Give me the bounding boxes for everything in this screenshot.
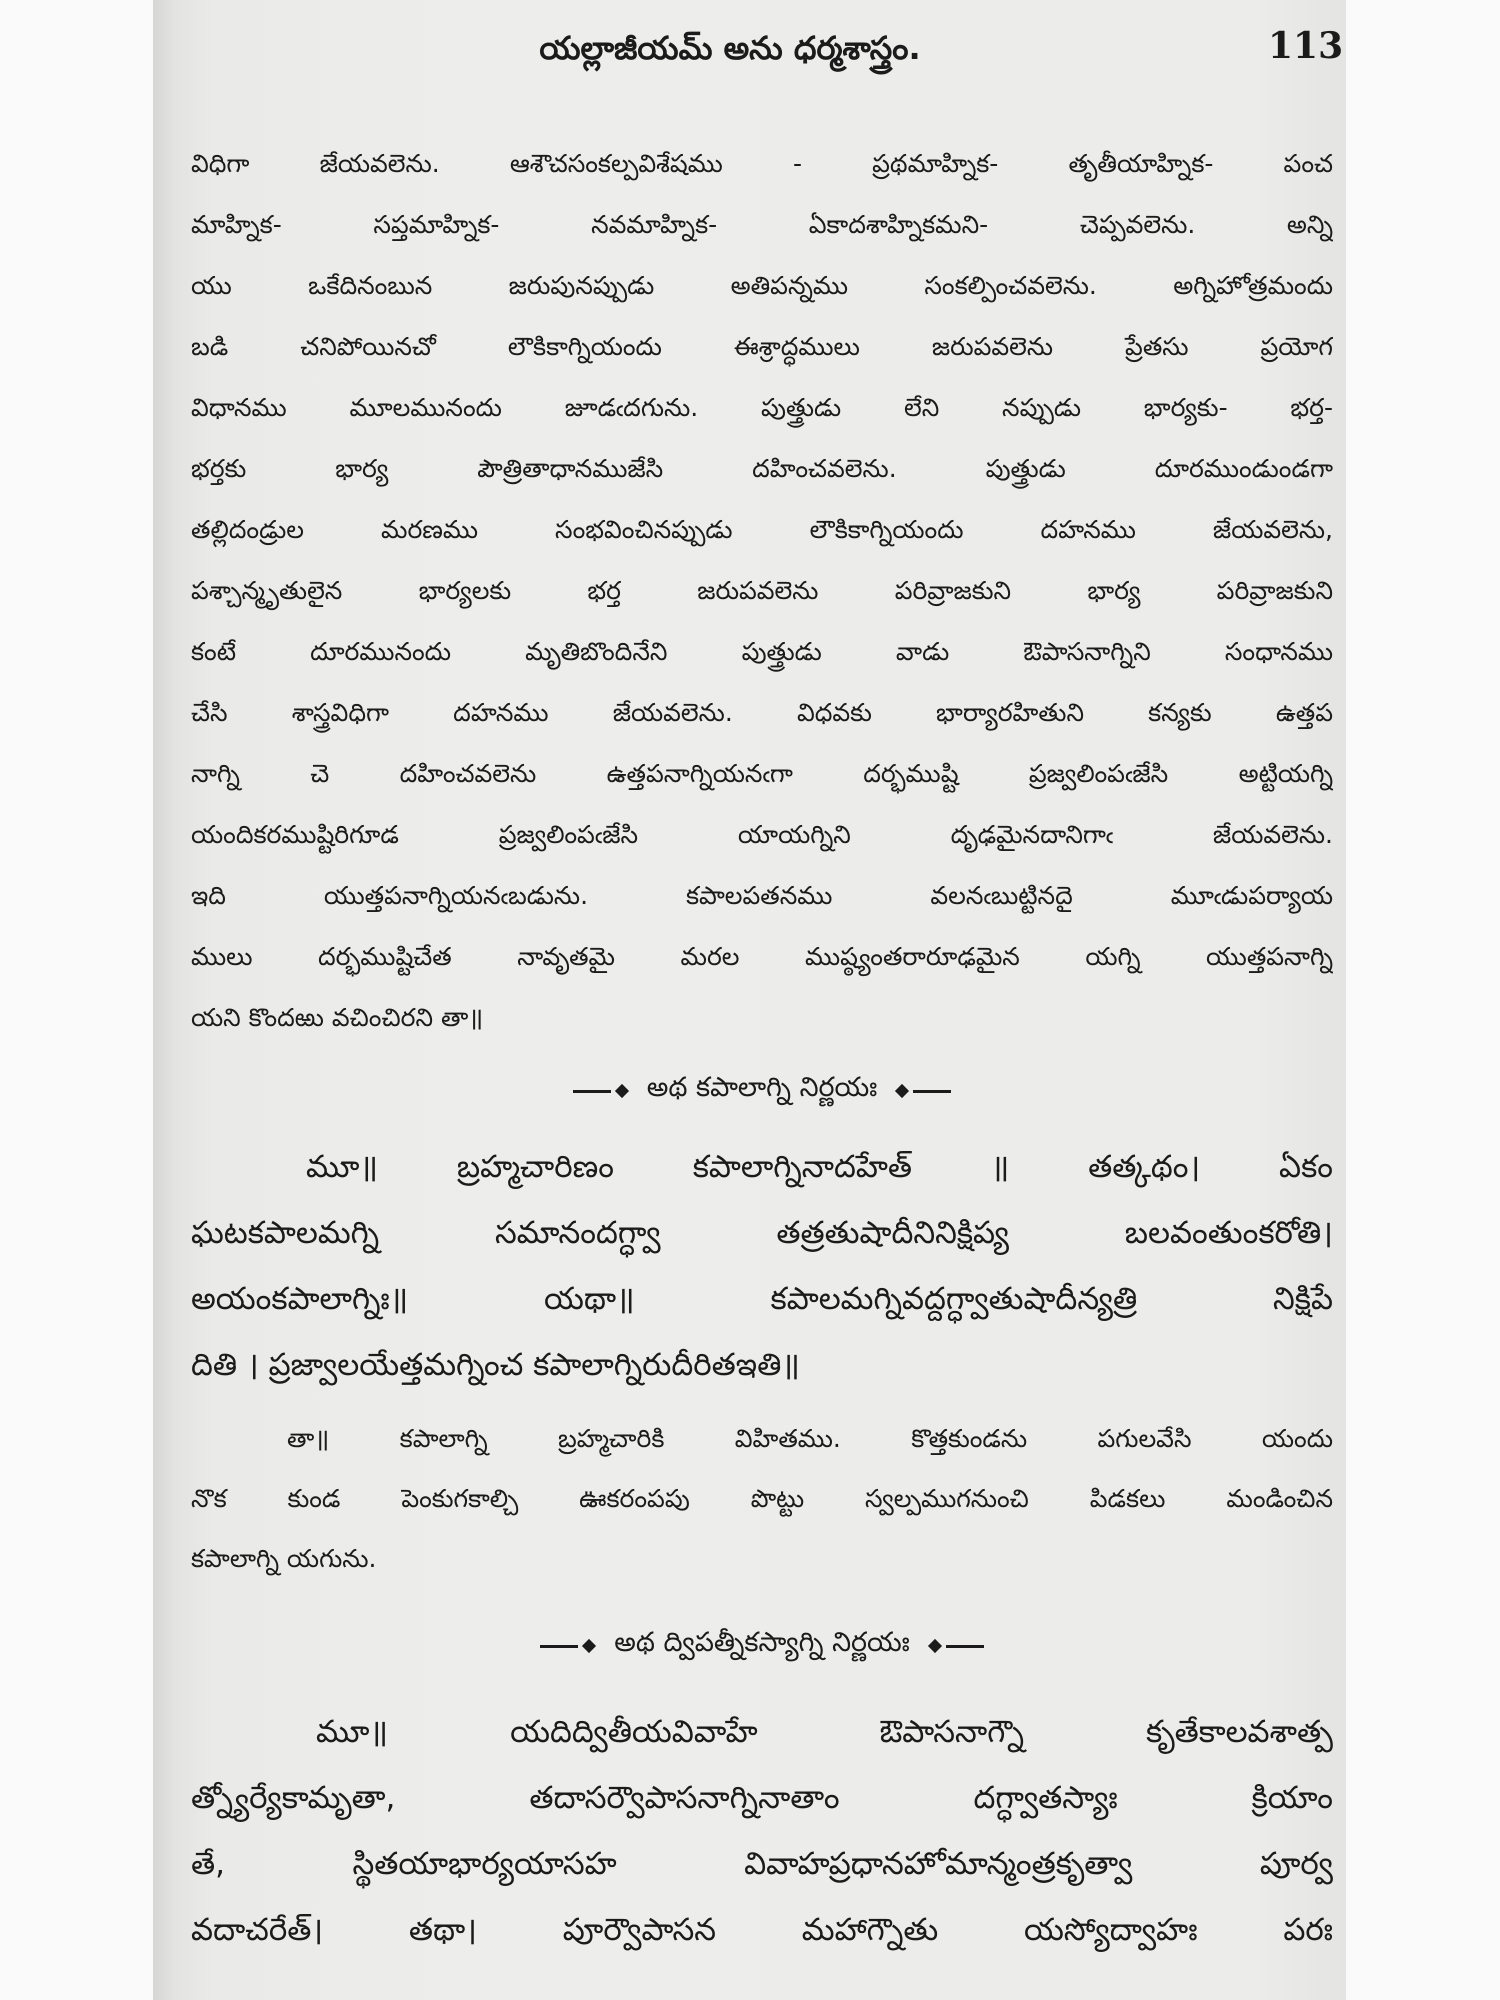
section-heading <box>191 1065 1333 1117</box>
text-line: నాగ్ని చె దహించవలెను ఉత్తపనాగ్నియనఁగా దర్భముష్టి ప్రజ్వలింపఁజేసి అట్టియగ్ని <box>191 759 1333 788</box>
verse-line: దితి । ప్రజ్వాలయేత్తమగ్నించ కపాలాగ్నిరుదీరితఇతి॥ <box>191 1347 800 1383</box>
text-line: మాహ్నిక- సప్తమాహ్నిక- నవమాహ్నిక- ఏకాదశాహ్నికమని- చెప్పవలెను. అన్ని <box>191 210 1333 239</box>
ornament-rule <box>540 1645 578 1648</box>
verse-line: అయంకపాలాగ్నిః॥ యథా॥ కపాలమగ్నివద్దగ్ధ్వాతుషాదీన్యత్రి నిక్షిపే <box>191 1281 1333 1317</box>
section-heading-text: అథ ద్విపత్నీకస్యాగ్ని నిర్ణయః <box>614 1627 910 1658</box>
verse-line: తే, స్థితయాభార్యయాసహ వివాహప్రధానహోమాన్మంత్రకృత్వా పూర్వ <box>191 1846 1333 1882</box>
text-line: పశ్చాన్మృతులైన భార్యలకు భర్త జరుపవలెను పరివ్రాజకుని భార్య పరివ్రాజకుని <box>191 576 1333 605</box>
commentary-block <box>191 1409 1333 1589</box>
verse-line: ఘటకపాలమగ్ని సమానందగ్ధ్వా తత్రతుషాదీనినిక్షిప్య బలవంతుంకరోతి। <box>191 1215 1333 1251</box>
text-line: ఇది యుత్తపనాగ్నియనఁబడును. కపాలపతనము వలనఁబుట్టినదై మూఁడుపర్యాయ <box>191 881 1333 910</box>
ornament-diamond <box>928 1639 942 1653</box>
text-line: నొక కుండ పెంకుగకాల్చి ఊకరంపపు పొట్టు స్వల్పముగనుంచి పిడకలు మండించిన <box>191 1484 1333 1513</box>
text-line: యు ఒకేదినంబున జరుపునప్పుడు అతిపన్నము సంకల్పించవలెను. అగ్నిహోత్రమందు <box>191 271 1333 300</box>
text-line: విధానము మూలమునందు జూడఁదగును. పుత్త్రుడు లేని నప్పుడు భార్యకు- భర్త- <box>191 393 1333 422</box>
text-line: తా॥ కపాలాగ్ని బ్రహ్మచారికి విహితము. కొత్తకుండను పగులవేసి యందు <box>287 1424 1333 1453</box>
ornament-diamond <box>615 1084 629 1098</box>
ornament-diamond <box>582 1639 596 1653</box>
verse-line: వదాచరేత్। తథా। పూర్వౌపాసన మహాగ్నౌతు యస్యోద్వాహః పరః <box>191 1912 1333 1948</box>
page-number: 113 <box>1268 25 1344 67</box>
text-line: చేసి శాస్త్రవిధిగా దహనము జేయవలెను. విధవకు భార్యారహితుని కన్యకు ఉత్తప <box>191 698 1333 727</box>
ornament-rule <box>573 1090 611 1093</box>
section-heading <box>191 1620 1333 1672</box>
text-line: యందికరముష్టిరిగూడ ప్రజ్వలింపఁజేసి యాయగ్నిని దృఢమైనదానిగాఁ జేయవలెను. <box>191 820 1333 849</box>
verse-line: మూ॥ యదిద్వితీయవివాహే ఔపాసనాగ్నౌ కృతేకాలవశాత్ప <box>316 1714 1333 1750</box>
verse-line: త్న్యోర్యేకామృతా, తదాసర్వౌపాసనాగ్నినాతాం దగ్ధ్వాతస్యాః క్రియాం <box>191 1780 1333 1816</box>
ornament-diamond <box>895 1084 909 1098</box>
verse-block <box>191 1699 1333 1963</box>
ornament-rule <box>946 1645 984 1648</box>
text-line: కంటే దూరమునందు మృతిబొందినేని పుత్త్రుడు వాడు ఔపాసనాగ్నిని సంధానము <box>191 637 1333 666</box>
text-line: ములు దర్భముష్టిచేత నావృతమై మరల ముష్ఠ్యంతరారూఢమైన యగ్ని యుత్తపనాగ్ని <box>191 942 1333 971</box>
verse-line: మూ॥ బ్రహ్మచారిణం కపాలాగ్నినాదహేత్ ॥ తత్కథం। ఏకం <box>306 1149 1333 1185</box>
text-line: బడి చనిపోయినచో లౌకికాగ్నియందు ఈశ్రాద్ధములు జరుపవలెను ప్రేతసు ప్రయోగ <box>191 332 1333 361</box>
section-heading-text: అథ కపాలాగ్ని నిర్ణయః <box>646 1072 878 1103</box>
paragraph <box>191 133 1333 1048</box>
verse-block <box>191 1134 1333 1398</box>
text-line: యని కొందఱు వచించిరని తా॥ <box>191 1003 484 1032</box>
text-line: తల్లిదండ్రుల మరణము సంభవించినప్పుడు లౌకికాగ్నియందు దహనము జేయవలెను, <box>191 515 1333 544</box>
text-line: విధిగా జేయవలెను. ఆశౌచసంకల్పవిశేషము - ప్రథమాహ్నిక- తృతీయాహ్నిక- పంచ <box>191 149 1333 178</box>
ornament-rule <box>913 1090 951 1093</box>
text-line: కపాలాగ్ని యగును. <box>191 1544 377 1573</box>
text-line: భర్తకు భార్య పౌత్రితాధానముజేసి దహించవలెను. పుత్త్రుడు దూరముండుండగా <box>191 454 1333 483</box>
running-header-title: యల్లాజీయమ్ అను ధర్మశాస్త్రం. <box>539 29 921 67</box>
